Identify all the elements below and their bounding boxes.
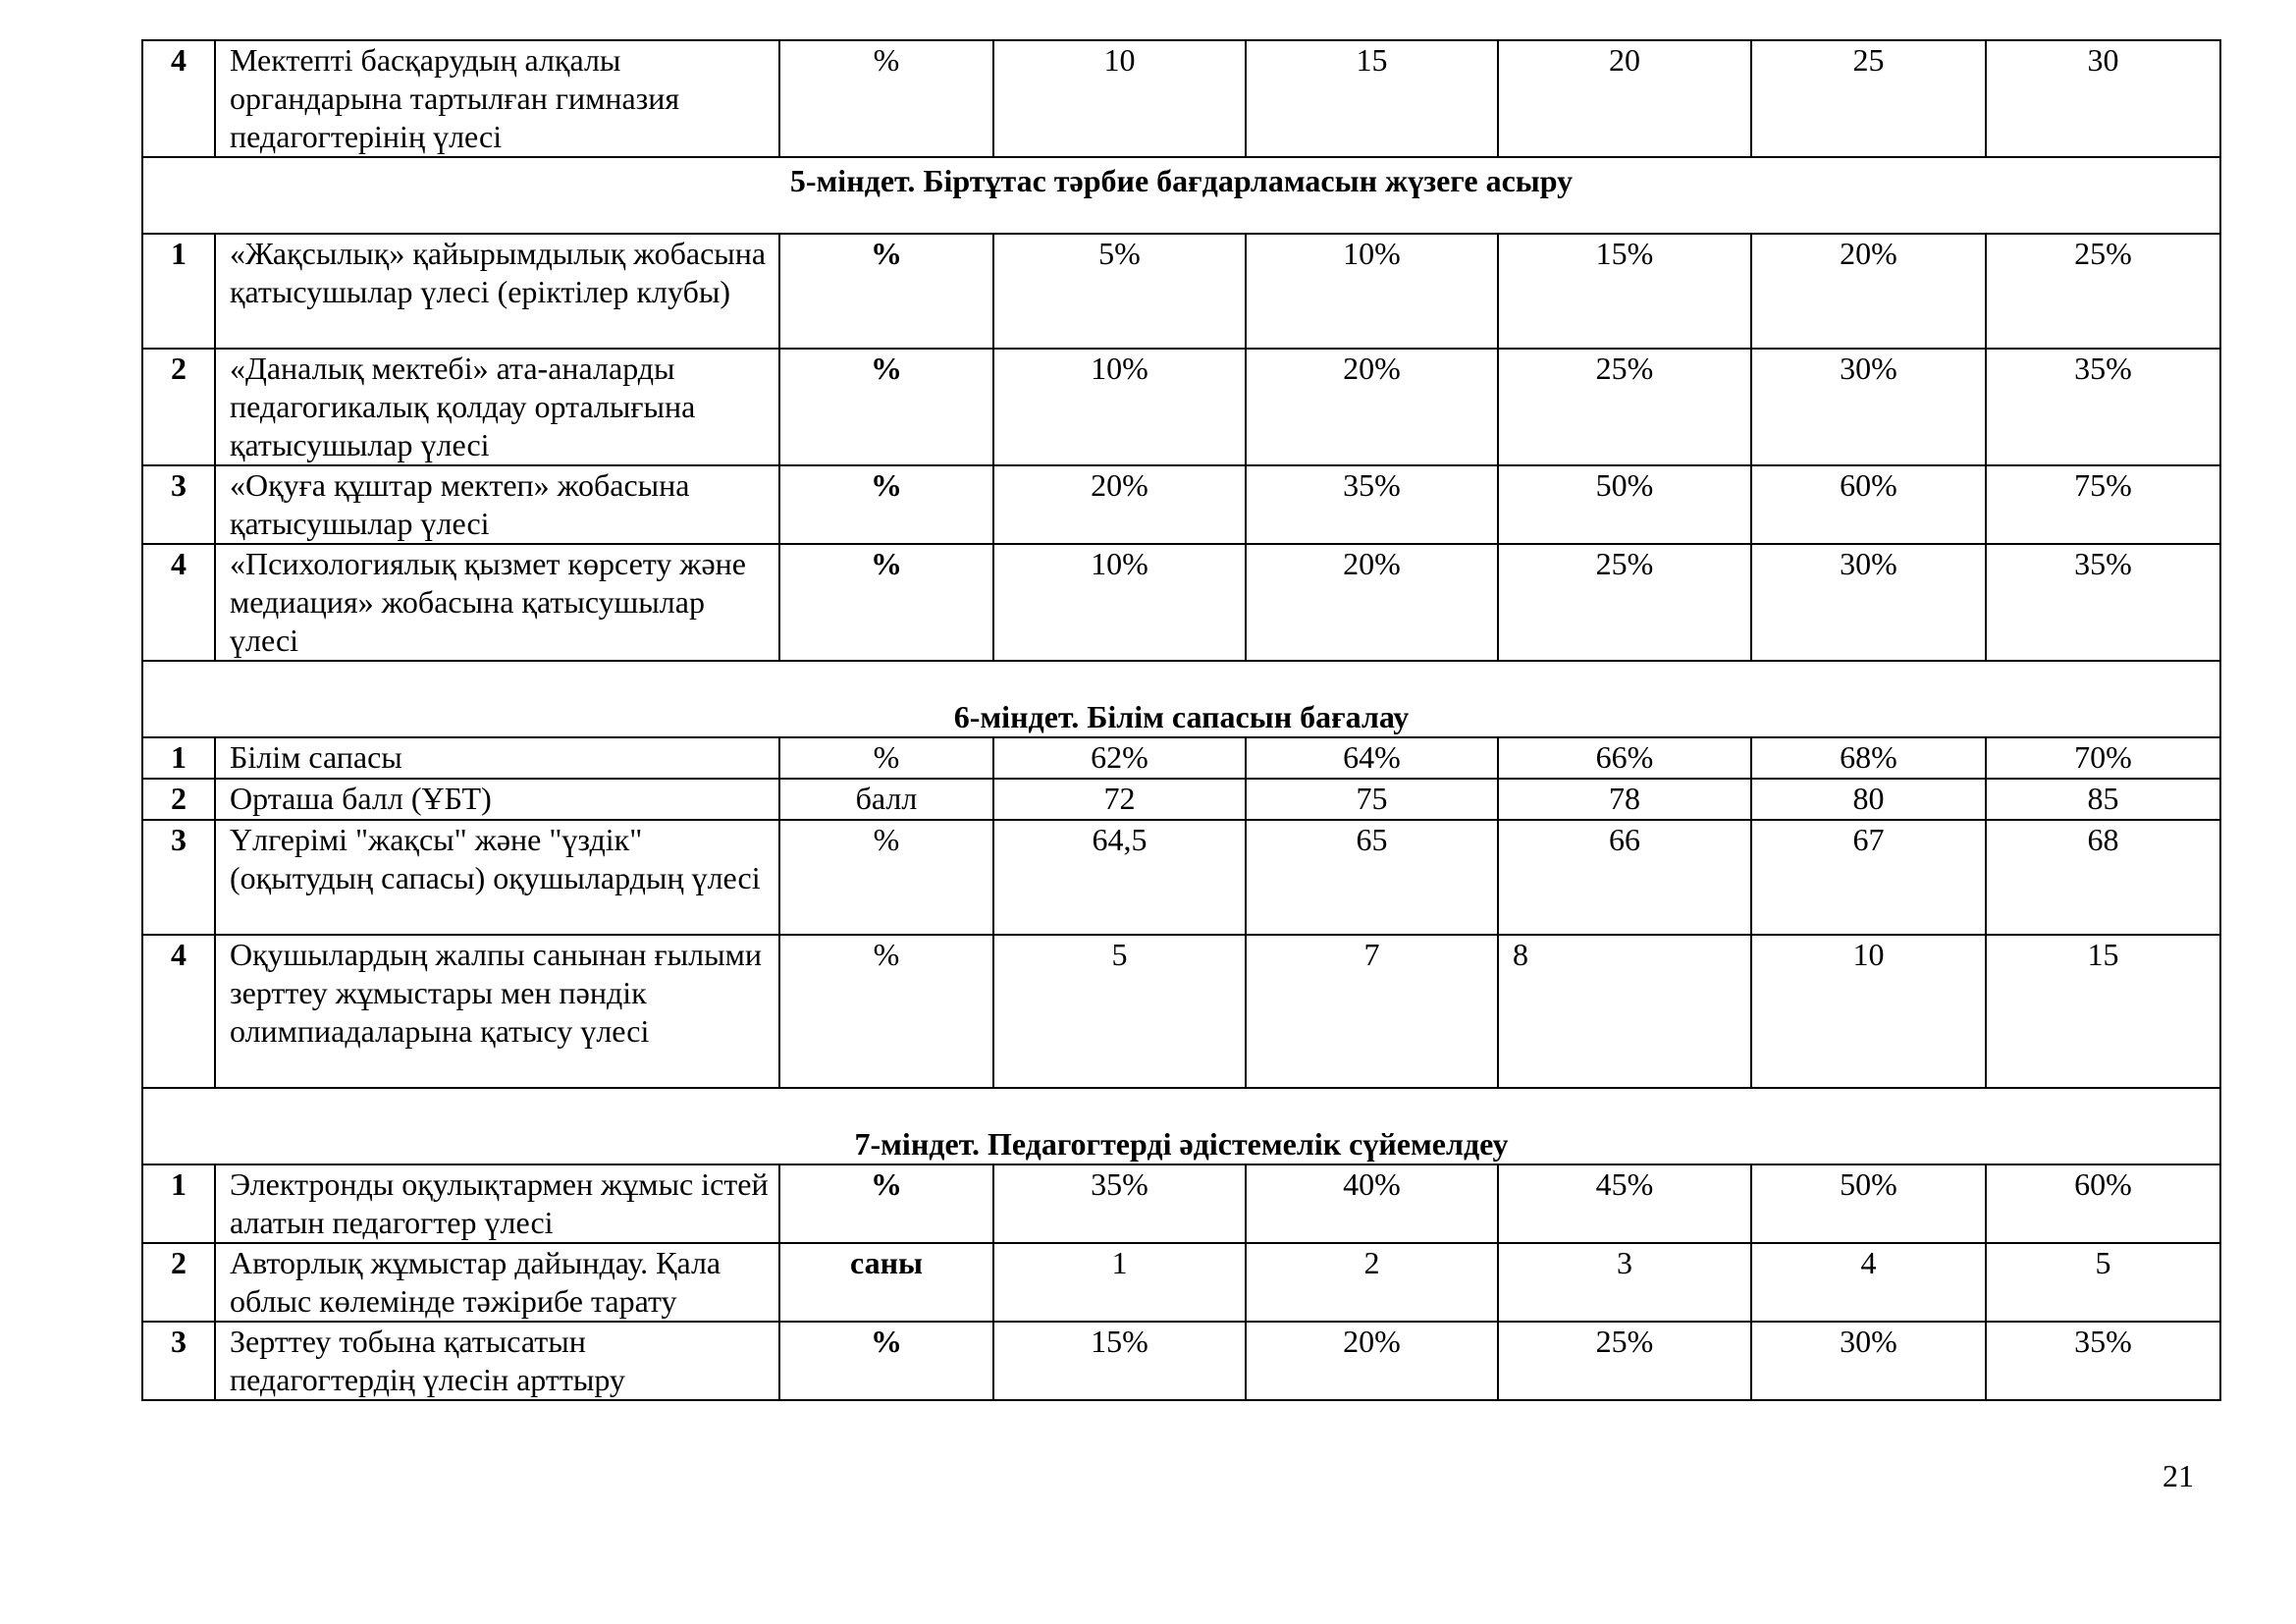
unit-cell: % [779, 820, 993, 935]
table-row [142, 465, 2220, 544]
value-cell: 3 [1498, 1243, 1751, 1322]
value-cell: 60% [1986, 1164, 2220, 1243]
row-number: 1 [142, 737, 215, 779]
value-cell: 5% [993, 234, 1246, 349]
value-cell: 60% [1751, 465, 1986, 544]
indicator-name: «Оқуға құштар мектеп» жобасына қатысушылар үлесі [215, 465, 779, 544]
value-cell: 35% [993, 1164, 1246, 1243]
row-number: 3 [142, 820, 215, 935]
table-row [142, 234, 2220, 349]
section-heading-row [142, 661, 2220, 737]
value-cell: 70% [1986, 737, 2220, 779]
value-cell: 10% [993, 349, 1246, 465]
indicator-name: «Жақсылық» қайырымдылық жобасына қатысушылар үлесі (еріктілер клубы) [215, 234, 779, 349]
value-cell: 20 [1498, 40, 1751, 157]
unit-cell: % [779, 1322, 993, 1400]
value-cell: 30% [1751, 1322, 1986, 1400]
value-cell: 72 [993, 779, 1246, 820]
section-heading: 7-міндет. Педагогтерді әдістемелік сүйемелдеу [142, 1088, 2220, 1164]
indicator-name: Оқушылардың жалпы санынан ғылыми зерттеу жұмыстары мен пәндік олимпиадаларына қатысу үлесі [215, 935, 779, 1088]
value-cell: 62% [993, 737, 1246, 779]
value-cell: 15% [993, 1322, 1246, 1400]
table-row [142, 544, 2220, 661]
value-cell: 75% [1986, 465, 2220, 544]
value-cell: 8 [1498, 935, 1751, 1088]
value-cell: 30% [1751, 349, 1986, 465]
indicators-table [141, 39, 2221, 1401]
value-cell: 35% [1246, 465, 1498, 544]
table-row [142, 737, 2220, 779]
section-heading-row [142, 1088, 2220, 1164]
indicator-name: Зерттеу тобына қатысатын педагогтердің үлесін арттыру [215, 1322, 779, 1400]
table-row [142, 349, 2220, 465]
value-cell: 25% [1986, 234, 2220, 349]
value-cell: 45% [1498, 1164, 1751, 1243]
indicator-name: Мектепті басқарудың алқалы органдарына тартылған гимназия педагогтерінің үлесі [215, 40, 779, 157]
value-cell: 5 [993, 935, 1246, 1088]
value-cell: 64% [1246, 737, 1498, 779]
row-number: 1 [142, 1164, 215, 1243]
value-cell: 20% [1246, 544, 1498, 661]
value-cell: 85 [1986, 779, 2220, 820]
table-row [142, 40, 2220, 157]
unit-cell: % [779, 40, 993, 157]
indicator-name: Электронды оқулықтармен жұмыс істей алатын педагогтер үлесі [215, 1164, 779, 1243]
value-cell: 15 [1986, 935, 2220, 1088]
value-cell: 20% [1246, 1322, 1498, 1400]
value-cell: 1 [993, 1243, 1246, 1322]
table-row [142, 779, 2220, 820]
row-number: 3 [142, 465, 215, 544]
value-cell: 10% [993, 544, 1246, 661]
row-number: 1 [142, 234, 215, 349]
table-row [142, 1322, 2220, 1400]
value-cell: 30% [1751, 544, 1986, 661]
value-cell: 64,5 [993, 820, 1246, 935]
indicator-name: Авторлық жұмыстар дайындау. Қала облыс көлемінде тәжірибе тарату [215, 1243, 779, 1322]
indicator-name: Орташа балл (ҰБТ) [215, 779, 779, 820]
value-cell: 75 [1246, 779, 1498, 820]
value-cell: 20% [993, 465, 1246, 544]
unit-cell: % [779, 1164, 993, 1243]
value-cell: 35% [1986, 1322, 2220, 1400]
section-heading-row [142, 157, 2220, 234]
value-cell: 10 [993, 40, 1246, 157]
value-cell: 25 [1751, 40, 1986, 157]
value-cell: 66 [1498, 820, 1751, 935]
unit-cell: % [779, 737, 993, 779]
value-cell: 67 [1751, 820, 1986, 935]
value-cell: 30 [1986, 40, 2220, 157]
indicator-name: «Даналық мектебі» ата-аналарды педагогикалық қолдау орталығына қатысушылар үлесі [215, 349, 779, 465]
value-cell: 20% [1751, 234, 1986, 349]
value-cell: 10% [1246, 234, 1498, 349]
value-cell: 65 [1246, 820, 1498, 935]
value-cell: 80 [1751, 779, 1986, 820]
value-cell: 50% [1751, 1164, 1986, 1243]
unit-cell: % [779, 935, 993, 1088]
row-number: 4 [142, 40, 215, 157]
unit-cell: саны [779, 1243, 993, 1322]
value-cell: 66% [1498, 737, 1751, 779]
value-cell: 7 [1246, 935, 1498, 1088]
unit-cell: балл [779, 779, 993, 820]
value-cell: 78 [1498, 779, 1751, 820]
value-cell: 5 [1986, 1243, 2220, 1322]
table-row [142, 1243, 2220, 1322]
unit-cell: % [779, 349, 993, 465]
value-cell: 2 [1246, 1243, 1498, 1322]
row-number: 2 [142, 349, 215, 465]
value-cell: 15% [1498, 234, 1751, 349]
indicator-name: Үлгерімі "жақсы" және "үздік" (оқытудың сапасы) оқушылардың үлесі [215, 820, 779, 935]
value-cell: 25% [1498, 544, 1751, 661]
unit-cell: % [779, 544, 993, 661]
section-heading: 6-міндет. Білім сапасын бағалау [142, 661, 2220, 737]
value-cell: 25% [1498, 1322, 1751, 1400]
value-cell: 15 [1246, 40, 1498, 157]
unit-cell: % [779, 234, 993, 349]
table-row [142, 820, 2220, 935]
value-cell: 20% [1246, 349, 1498, 465]
table-row [142, 1164, 2220, 1243]
value-cell: 68% [1751, 737, 1986, 779]
value-cell: 35% [1986, 544, 2220, 661]
section-heading: 5-міндет. Біртұтас тәрбие бағдарламасын жүзеге асыру [142, 157, 2220, 234]
value-cell: 40% [1246, 1164, 1498, 1243]
row-number: 3 [142, 1322, 215, 1400]
row-number: 4 [142, 544, 215, 661]
unit-cell: % [779, 465, 993, 544]
row-number: 4 [142, 935, 215, 1088]
row-number: 2 [142, 779, 215, 820]
value-cell: 50% [1498, 465, 1751, 544]
table-row [142, 935, 2220, 1088]
value-cell: 68 [1986, 820, 2220, 935]
page-number: 21 [2163, 1458, 2194, 1493]
value-cell: 10 [1751, 935, 1986, 1088]
indicator-name: «Психологиялық қызмет көрсету және медиация» жобасына қатысушылар үлесі [215, 544, 779, 661]
indicator-name: Білім сапасы [215, 737, 779, 779]
value-cell: 35% [1986, 349, 2220, 465]
row-number: 2 [142, 1243, 215, 1322]
value-cell: 25% [1498, 349, 1751, 465]
value-cell: 4 [1751, 1243, 1986, 1322]
